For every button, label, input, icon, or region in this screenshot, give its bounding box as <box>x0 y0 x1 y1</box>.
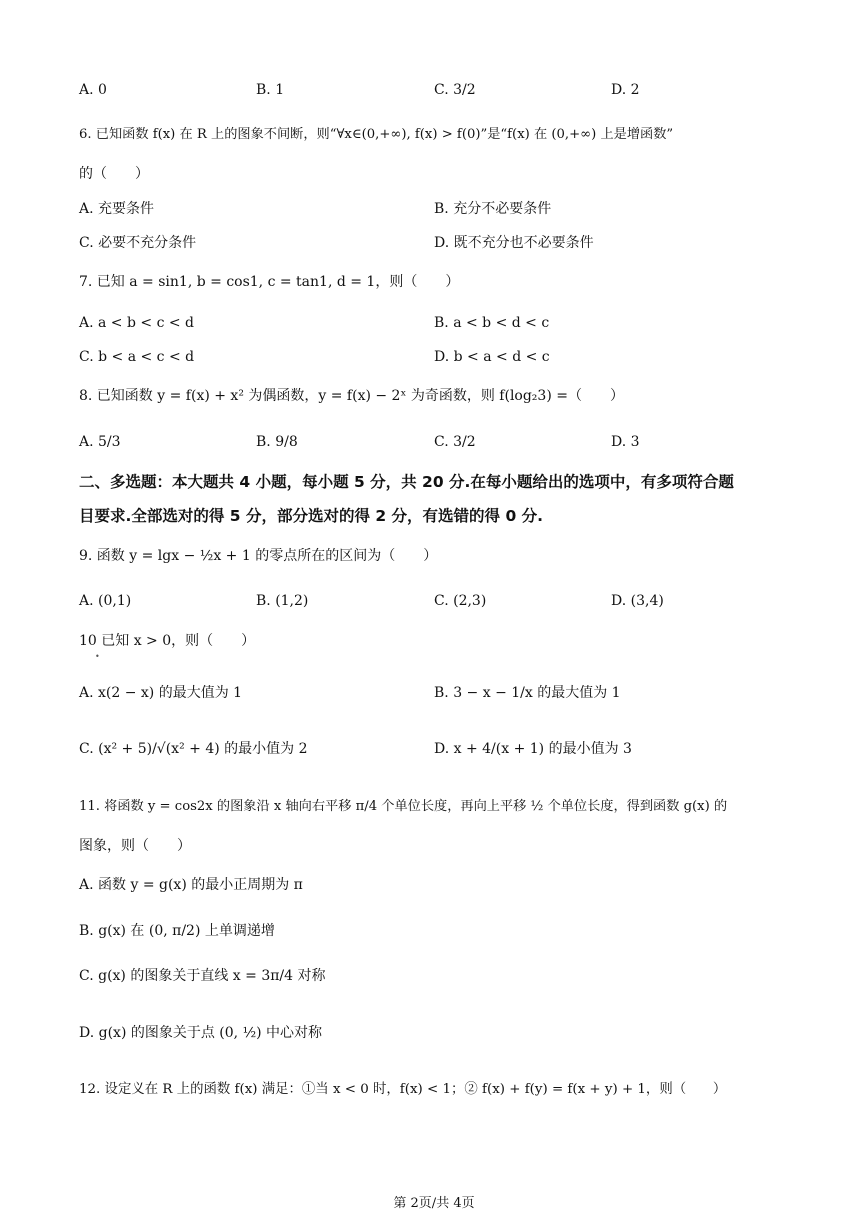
q10-option-d: D. x + 4/(x + 1) 的最小值为 3 <box>434 741 632 757</box>
q8-option-c: C. 3/2 <box>434 434 476 450</box>
q11-stem-line2: 图象，则（ ） <box>79 838 191 854</box>
q7-stem: 7. 已知 a = sin1, b = cos1, c = tan1, d = 1，则（ ） <box>79 274 460 290</box>
q8-option-d: D. 3 <box>611 434 640 450</box>
q8-stem: 8. 已知函数 y = f(x) + x² 为偶函数，y = f(x) − 2ˣ 为奇函数，则 f(log₂3) =（ ） <box>79 388 624 404</box>
q9-option-b: B. (1,2) <box>256 593 309 609</box>
q9-stem: 9. 函数 y = lgx − ½x + 1 的零点所在的区间为（ ） <box>79 548 438 564</box>
q10-stem: 10 已知 x > 0，则（ ） <box>79 633 256 649</box>
q6-stem-line1: 6. 已知函数 f(x) 在 R 上的图象不间断，则“∀x∈(0,+∞), f(x) > f(0)”是“f(x) 在 (0,+∞) 上是增函数” <box>79 127 674 142</box>
q5-option-b: B. 1 <box>256 82 285 98</box>
q9-option-a: A. (0,1) <box>79 593 132 609</box>
q5-option-c: C. 3/2 <box>434 82 476 98</box>
q11-option-b: B. g(x) 在 (0, π/2) 上单调递增 <box>79 923 275 939</box>
q6-option-c: C. 必要不充分条件 <box>79 235 197 251</box>
q8-option-b: B. 9/8 <box>256 434 298 450</box>
q11-option-d: D. g(x) 的图象关于点 (0, ½) 中心对称 <box>79 1025 323 1041</box>
q10-option-c: C. (x² + 5)/√(x² + 4) 的最小值为 2 <box>79 741 308 757</box>
q7-option-c: C. b < a < c < d <box>79 349 195 365</box>
q11-option-a: A. 函数 y = g(x) 的最小正周期为 π <box>79 877 303 893</box>
q5-option-a: A. 0 <box>79 82 107 98</box>
stray-dot: • <box>95 652 100 661</box>
q6-option-a: A. 充要条件 <box>79 201 155 217</box>
q7-option-b: B. a < b < d < c <box>434 315 550 331</box>
q6-option-b: B. 充分不必要条件 <box>434 201 552 217</box>
q11-option-c: C. g(x) 的图象关于直线 x = 3π/4 对称 <box>79 968 326 984</box>
page-footer: 第 2页/共 4页 <box>393 1196 475 1211</box>
q10-option-b: B. 3 − x − 1/x 的最大值为 1 <box>434 685 621 701</box>
q7-option-d: D. b < a < d < c <box>434 349 550 365</box>
q7-option-a: A. a < b < c < d <box>79 315 195 331</box>
q10-option-a: A. x(2 − x) 的最大值为 1 <box>79 685 243 701</box>
q9-option-c: C. (2,3) <box>434 593 487 609</box>
q12-stem: 12. 设定义在 R 上的函数 f(x) 满足：①当 x < 0 时，f(x) < 1；② f(x) + f(y) = f(x + y) + 1，则（ ） <box>79 1082 727 1097</box>
q6-option-d: D. 既不充分也不必要条件 <box>434 235 594 251</box>
q5-option-d: D. 2 <box>611 82 640 98</box>
section2-heading-line2: 目要求.全部选对的得 5 分，部分选对的得 2 分，有选错的得 0 分. <box>79 507 544 525</box>
q9-option-d: D. (3,4) <box>611 593 664 609</box>
q6-stem-line2: 的（ ） <box>79 166 149 182</box>
q11-stem-line1: 11. 将函数 y = cos2x 的图象沿 x 轴向右平移 π/4 个单位长度，再向上平移 ½ 个单位长度，得到函数 g(x) 的 <box>79 799 728 814</box>
q8-option-a: A. 5/3 <box>79 434 121 450</box>
section2-heading-line1: 二、多选题：本大题共 4 小题，每小题 5 分，共 20 分.在每小题给出的选项中，有多项符合题 <box>79 473 734 491</box>
